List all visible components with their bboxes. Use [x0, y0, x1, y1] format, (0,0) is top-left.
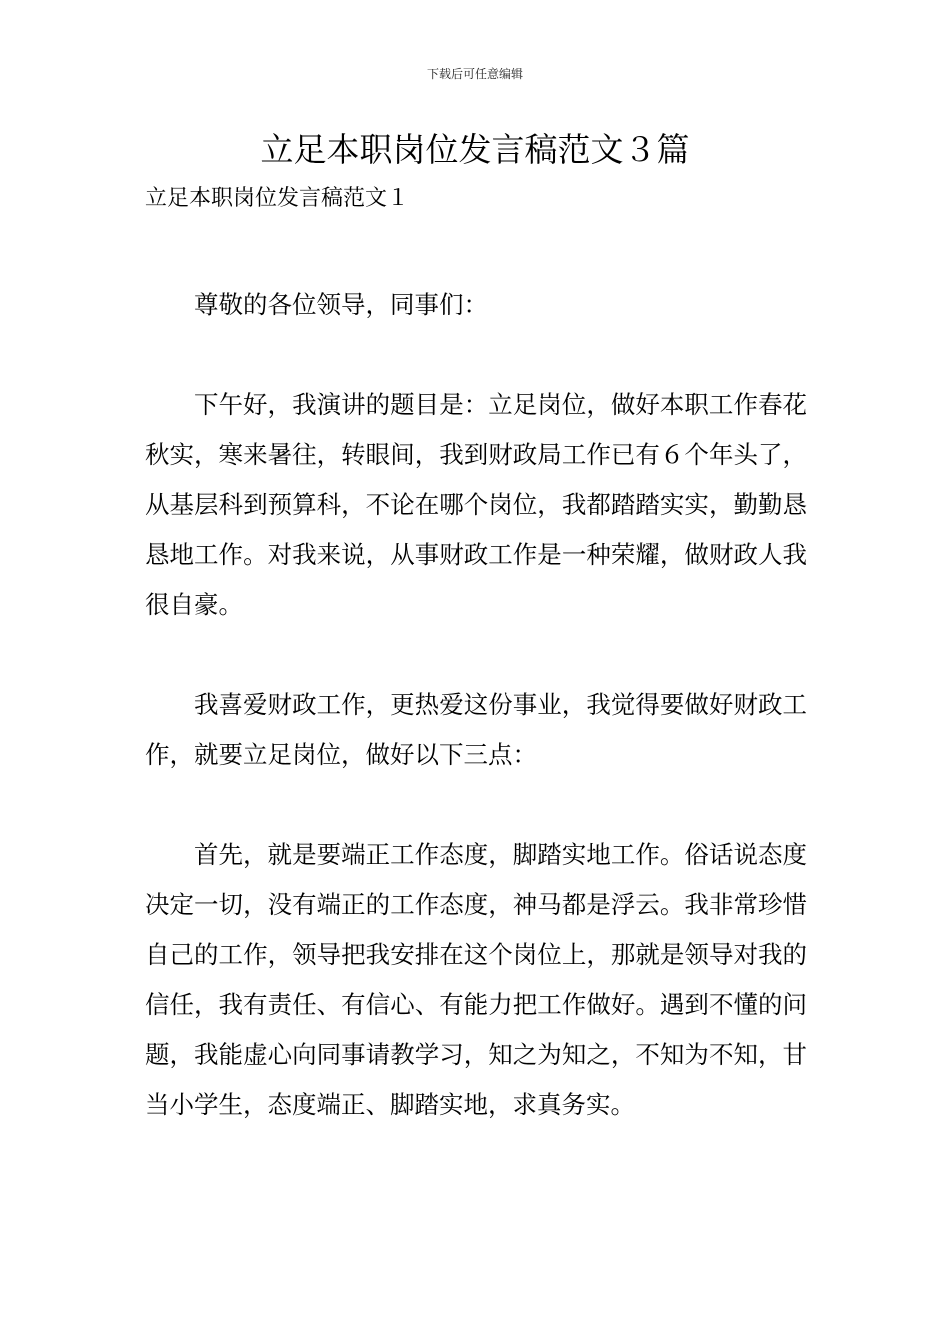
document-title: 立足本职岗位发言稿范文３篇 — [260, 130, 690, 169]
paragraph-love-work: 我喜爱财政工作，更热爱这份事业，我觉得要做好财政工作，就要立足岗位，做好以下三点： — [145, 690, 807, 769]
section-subtitle: 立足本职岗位发言稿范文１ — [145, 186, 410, 211]
paragraph-intro: 下午好，我演讲的题目是：立足岗位，做好本职工作春花秋实，寒来暑往，转眼间，我到财政局工作已有６个年头了，从基层科到预算科，不论在哪个岗位，我都踏踏实实，勤勤恳恳地工作。对我来说，从事财政工作是一种荣耀，做财政人我很自豪。 — [145, 390, 807, 619]
document-body — [145, 280, 807, 1180]
paragraph-first-point: 首先，就是要端正工作态度，脚踏实地工作。俗话说态度决定一切，没有端正的工作态度，神马都是浮云。我非常珍惜自己的工作，领导把我安排在这个岗位上，那就是领导对我的信任，我有责任、有信心、有能力把工作做好。遇到不懂的问题，我能虚心向同事请教学习，知之为知之，不知为不知，甘当小学生，态度端正、脚踏实地，求真务实。 — [145, 840, 807, 1119]
paragraph-greeting: 尊敬的各位领导，同事们： — [194, 290, 488, 319]
header-note: 下载后可任意编辑 — [426, 67, 523, 81]
